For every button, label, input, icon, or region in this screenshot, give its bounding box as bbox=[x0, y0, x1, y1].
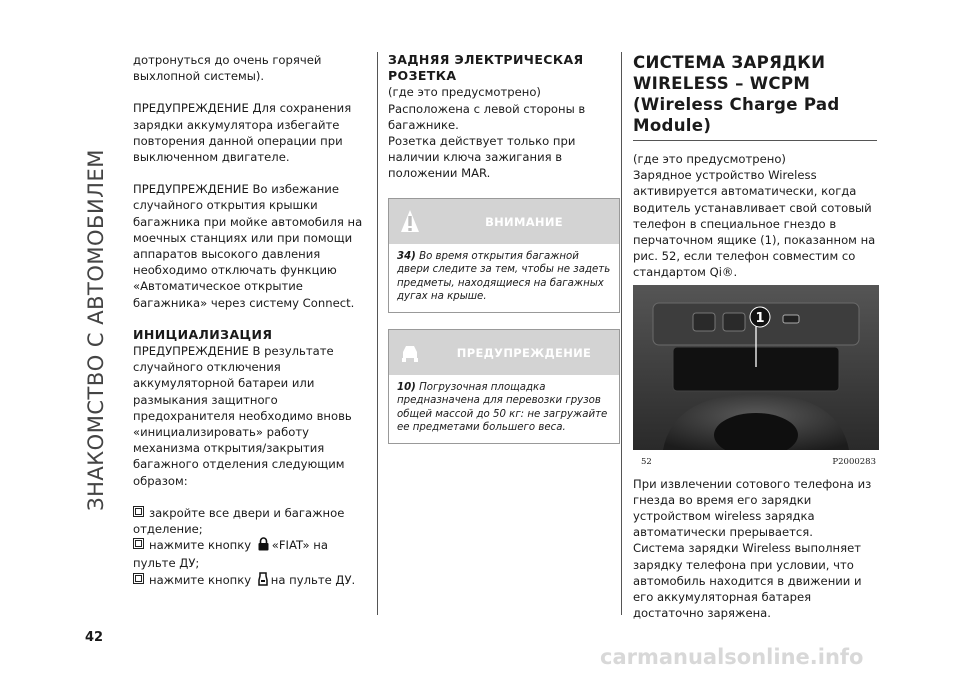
attention-label: ВНИМАНИЕ bbox=[485, 214, 563, 229]
warning-text: Погрузочная площадка предназначена для перевозки грузов общей массой до 50 кг: не загружайте ее предметами большего веса. bbox=[397, 381, 608, 434]
trunk-icon bbox=[258, 572, 268, 590]
paragraph: Расположена с левой стороны в багажнике. bbox=[388, 101, 586, 132]
bullet-square-icon bbox=[133, 506, 144, 517]
list-item: нажмите кнопку «FIAT» на пульте ДУ; bbox=[133, 538, 328, 571]
paragraph: (где это предусмотрено) bbox=[633, 152, 786, 166]
column-3 bbox=[633, 52, 879, 621]
watermark-link[interactable]: carmanualsonline.info bbox=[600, 645, 864, 669]
attention-text: Во время открытия багажной двери следите за тем, чтобы не задеть предметы, находящиеся на багажных дугах на крыше. bbox=[397, 250, 611, 303]
paragraph: (где это предусмотрено) bbox=[388, 85, 541, 100]
bullet-square-icon bbox=[133, 538, 144, 549]
figure-52-photo bbox=[633, 285, 879, 450]
wireless-pad-illustration bbox=[633, 285, 879, 450]
column-divider bbox=[377, 52, 378, 615]
column-1 bbox=[133, 52, 365, 590]
column-2 bbox=[388, 52, 620, 444]
figure-callout: 1 bbox=[755, 310, 765, 326]
paragraph: При извлечении сотового телефона из гнезда во время его зарядки устройством wireless зарядка автоматически прерывается. bbox=[633, 476, 872, 540]
paragraph: дотронуться до очень горячей выхлопной системы). bbox=[133, 53, 322, 84]
warning-box bbox=[388, 329, 620, 444]
section-heading-wireless: СИСТЕМА ЗАРЯДКИ WIRELESS – WCPM (Wireless Charge Pad Module) bbox=[633, 52, 877, 141]
paragraph: Зарядное устройство Wireless активируется автоматически, когда водитель устанавливает свой сотовый телефон в специальное гнездо в перчаточном ящике (1), показанном на рис. 52, если телефон совместим со стандартом Qi®. bbox=[633, 168, 876, 280]
attention-box bbox=[388, 198, 620, 313]
figure-code: P2000283 bbox=[832, 456, 876, 467]
warning-paragraph: ПРЕДУПРЕЖДЕНИЕ Во избежание случайного открытия крышки багажника при мойке автомобиля на моечных станциях или при помощи аппаратов высокого давления необходимо отключать функцию «Автоматическое открытие багажника» через систему Connect. bbox=[133, 182, 363, 310]
paragraph: Система зарядки Wireless выполняет зарядку телефона при условии, что автомобиль находится в движении и его аккумуляторная батарея достаточно заряжена. bbox=[633, 541, 862, 621]
paragraph: Розетка действует только при наличии ключа зажигания в положении MAR. bbox=[388, 134, 576, 181]
warning-label: ПРЕДУПРЕЖДЕНИЕ bbox=[456, 345, 592, 360]
padlock-icon bbox=[258, 537, 269, 555]
section-side-title: ЗНАКОМСТВО С АВТОМОБИЛЕМ bbox=[84, 149, 108, 511]
list-item: закройте все двери и багажное отделение; bbox=[133, 505, 345, 537]
page-number: 42 bbox=[85, 630, 104, 645]
column-divider bbox=[621, 52, 622, 615]
warning-paragraph: ПРЕДУПРЕЖДЕНИЕ В результате случайного отключения аккумуляторной батареи или размыкания защитного предохранителя необходимо вновь «инициализировать» работу механизма открытия/закрытия багажного отделения следующим образом: bbox=[133, 344, 352, 488]
section-heading-rear-socket: ЗАДНЯЯ ЭЛЕКТРИЧЕСКАЯ РОЗЕТКА bbox=[388, 52, 584, 84]
section-heading-initialization: ИНИЦИАЛИЗАЦИЯ bbox=[133, 326, 273, 342]
bullet-square-icon bbox=[133, 573, 144, 584]
figure-caption bbox=[633, 450, 879, 476]
list-item: нажмите кнопку на пульте ДУ. bbox=[133, 572, 365, 590]
note-number: 10) bbox=[397, 381, 416, 393]
note-number: 34) bbox=[397, 250, 416, 262]
warning-paragraph: ПРЕДУПРЕЖДЕНИЕ Для сохранения зарядки аккумулятора избегайте повторения данной операции при выключенном двигателе. bbox=[133, 101, 352, 165]
figure-number: 52 bbox=[641, 456, 652, 467]
watermark[interactable] bbox=[600, 645, 863, 669]
